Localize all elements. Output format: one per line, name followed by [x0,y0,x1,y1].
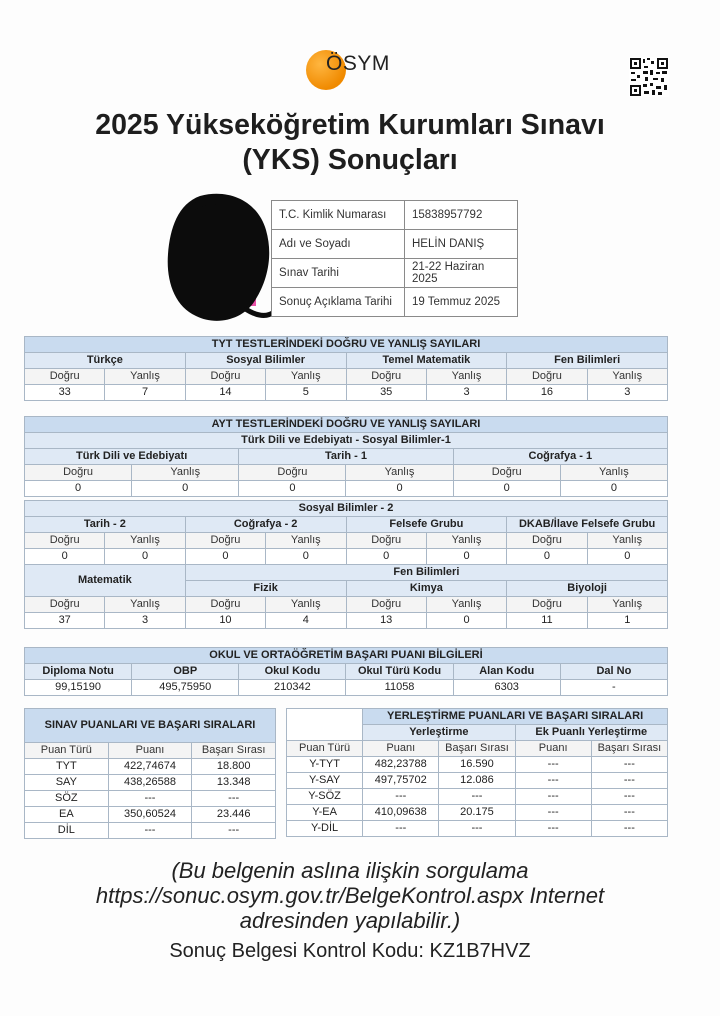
placement-rank: 20.175 [439,805,515,821]
score-header: Puan Türü [25,743,109,759]
wrong-label: Yanlış [560,465,667,481]
extra-score: --- [515,805,591,821]
score-rank: 23.446 [192,807,276,823]
info-row [272,259,518,288]
wrong-count: 0 [346,481,453,497]
extra-rank: --- [591,821,667,837]
school-header: Diploma Notu [25,664,132,680]
school-value: - [560,680,667,696]
placement-title: YERLEŞTİRME PUANLARI VE BAŞARI SIRALARI [363,709,668,725]
extra-rank: --- [591,757,667,773]
verification-note [30,858,670,933]
redacted-photo [160,188,280,328]
wrong-label: Yanlış [105,597,185,613]
note-line-3: adresinden yapılabilir.) [239,908,461,933]
correct-label: Doğru [185,533,265,549]
placement-type: Y-TYT [287,757,363,773]
correct-count: 35 [346,385,426,401]
wrong-count: 0 [426,613,506,629]
info-label: Adı ve Soyadı [272,230,405,259]
table-row [25,823,276,839]
wrong-count: 0 [560,481,667,497]
score-rank: --- [192,823,276,839]
score-value: 438,26588 [108,775,192,791]
wrong-label: Yanlış [426,597,506,613]
extra-rank: --- [591,789,667,805]
info-value: 21-22 Haziran 2025 [405,259,518,288]
placement-type: Y-SAY [287,773,363,789]
score-type: DİL [25,823,109,839]
ayt-table-2 [24,500,668,629]
ayt-group1-title: Türk Dili ve Edebiyatı - Sosyal Bilimler-1 [25,433,668,449]
subject-header: Coğrafya - 1 [453,449,667,465]
school-header: Okul Türü Kodu [346,664,453,680]
table-row [25,791,276,807]
subject-header: Temel Matematik [346,353,507,369]
exam-scores-table [24,708,276,839]
placement-type: Y-EA [287,805,363,821]
score-type: EA [25,807,109,823]
wrong-label: Yanlış [346,465,453,481]
subject-header: Türkçe [25,353,186,369]
title-line-1: 2025 Yükseköğretim Kurumları Sınavı [95,109,605,141]
placement-rank: 12.086 [439,773,515,789]
extra-score: --- [515,773,591,789]
info-row [272,288,518,317]
wrong-count: 3 [587,385,667,401]
ayt-table [24,416,668,497]
correct-label: Doğru [25,465,132,481]
extra-score: --- [515,789,591,805]
wrong-count: 1 [587,613,667,629]
table-row [287,789,668,805]
score-header: Puanı [108,743,192,759]
extra-score: --- [515,821,591,837]
wrong-count: 5 [266,385,346,401]
score-rank: --- [192,791,276,807]
score-header: Başarı Sırası [192,743,276,759]
wrong-count: 4 [266,613,346,629]
wrong-label: Yanlış [587,597,667,613]
correct-label: Doğru [25,369,105,385]
info-row [272,201,518,230]
subject-header: Fen Bilimleri [507,353,668,369]
correct-count: 0 [346,549,426,565]
info-label: Sınav Tarihi [272,259,405,288]
school-header: Okul Kodu [239,664,346,680]
wrong-count: 0 [132,481,239,497]
table-row [25,807,276,823]
wrong-label: Yanlış [587,533,667,549]
info-label: T.C. Kimlik Numarası [272,201,405,230]
school-header: Dal No [560,664,667,680]
table-row [287,821,668,837]
subject-header: Biyoloji [507,581,668,597]
score-type: TYT [25,759,109,775]
score-value: --- [108,791,192,807]
wrong-label: Yanlış [426,533,506,549]
info-label: Sonuç Açıklama Tarihi [272,288,405,317]
tyt-table [24,336,668,401]
wrong-label: Yanlış [266,369,346,385]
ayt-group2-title: Sosyal Bilimler - 2 [25,501,668,517]
info-value: 19 Temmuz 2025 [405,288,518,317]
correct-label: Doğru [453,465,560,481]
wrong-label: Yanlış [266,533,346,549]
correct-label: Doğru [346,533,426,549]
placement-table [286,708,668,837]
correct-label: Doğru [346,369,426,385]
school-header: OBP [132,664,239,680]
correct-count: 0 [25,481,132,497]
wrong-label: Yanlış [266,597,346,613]
wrong-label: Yanlış [587,369,667,385]
school-value: 11058 [346,680,453,696]
osym-logo [306,46,396,92]
school-value: 99,15190 [25,680,132,696]
placement-header: Puan Türü [287,741,363,757]
score-type: SAY [25,775,109,791]
wrong-label: Yanlış [426,369,506,385]
extra-score: --- [515,757,591,773]
wrong-count: 3 [105,613,185,629]
subject-header: Coğrafya - 2 [185,517,346,533]
score-value: --- [108,823,192,839]
page-title [40,108,660,178]
correct-label: Doğru [25,597,105,613]
correct-count: 0 [185,549,265,565]
correct-count: 14 [185,385,265,401]
wrong-label: Yanlış [132,465,239,481]
placement-rank: --- [439,789,515,805]
score-value: 422,74674 [108,759,192,775]
school-value: 210342 [239,680,346,696]
placement-rank: --- [439,821,515,837]
subject-header: Fizik [185,581,346,597]
school-table [24,647,668,696]
subject-header: Kimya [346,581,507,597]
wrong-label: Yanlış [105,369,185,385]
correct-label: Doğru [239,465,346,481]
extra-rank: --- [591,805,667,821]
candidate-info-table [271,200,518,317]
correct-count: 0 [25,549,105,565]
placement-score: --- [363,789,439,805]
subject-header: Felsefe Grubu [346,517,507,533]
table-row [287,773,668,789]
placement-header: Başarı Sırası [591,741,667,757]
placement-score: 482,23788 [363,757,439,773]
science-title: Fen Bilimleri [185,565,667,581]
wrong-count: 0 [587,549,667,565]
note-line-1: (Bu belgenin aslına ilişkin sorgulama [171,858,529,883]
correct-label: Doğru [185,369,265,385]
school-title: OKUL VE ORTAÖĞRETİM BAŞARI PUANI BİLGİLERİ [25,648,668,664]
correct-label: Doğru [507,369,587,385]
correct-count: 0 [453,481,560,497]
exam-scores-title: SINAV PUANLARI VE BAŞARI SIRALARI [25,709,276,743]
score-rank: 13.348 [192,775,276,791]
wrong-count: 3 [426,385,506,401]
score-value: 350,60524 [108,807,192,823]
correct-count: 37 [25,613,105,629]
verification-link[interactable]: https://sonuc.osym.gov.tr/BelgeKontrol.aspx Internet [95,883,605,908]
correct-label: Doğru [185,597,265,613]
score-rank: 18.800 [192,759,276,775]
control-code: Sonuç Belgesi Kontrol Kodu: KZ1B7HVZ [169,940,531,962]
school-value: 495,75950 [132,680,239,696]
placement-group-b: Ek Puanlı Yerleştirme [515,725,667,741]
wrong-count: 7 [105,385,185,401]
correct-label: Doğru [346,597,426,613]
table-row [25,775,276,791]
school-header: Alan Kodu [453,664,560,680]
logo-text: ÖSYM [326,52,390,75]
correct-label: Doğru [507,533,587,549]
subject-header: Türk Dili ve Edebiyatı [25,449,239,465]
info-value: 15838957792 [405,201,518,230]
correct-count: 16 [507,385,587,401]
wrong-label: Yanlış [105,533,185,549]
table-row [287,757,668,773]
subject-header: DKAB/İlave Felsefe Grubu [507,517,668,533]
subject-header-math: Matematik [25,565,186,597]
wrong-count: 0 [266,549,346,565]
correct-count: 33 [25,385,105,401]
placement-type: Y-SÖZ [287,789,363,805]
subject-header: Tarih - 1 [239,449,453,465]
subject-header: Sosyal Bilimler [185,353,346,369]
placement-score: 497,75702 [363,773,439,789]
placement-blank [287,709,363,741]
placement-header: Başarı Sırası [439,741,515,757]
correct-count: 0 [507,549,587,565]
placement-type: Y-DİL [287,821,363,837]
school-value: 6303 [453,680,560,696]
correct-count: 11 [507,613,587,629]
subject-header: Tarih - 2 [25,517,186,533]
extra-rank: --- [591,773,667,789]
table-row [287,805,668,821]
info-row [272,230,518,259]
correct-count: 10 [185,613,265,629]
correct-label: Doğru [25,533,105,549]
placement-group-a: Yerleştirme [363,725,515,741]
wrong-count: 0 [105,549,185,565]
placement-rank: 16.590 [439,757,515,773]
score-type: SÖZ [25,791,109,807]
wrong-count: 0 [426,549,506,565]
title-line-2: (YKS) Sonuçları [242,144,458,176]
placement-score: --- [363,821,439,837]
ayt-title: AYT TESTLERİNDEKİ DOĞRU VE YANLIŞ SAYILARI [25,417,668,433]
tyt-title: TYT TESTLERİNDEKİ DOĞRU VE YANLIŞ SAYILARI [25,337,668,353]
placement-header: Puanı [515,741,591,757]
qr-code-icon [629,57,669,97]
correct-count: 0 [239,481,346,497]
correct-label: Doğru [507,597,587,613]
placement-header: Puanı [363,741,439,757]
table-row [25,759,276,775]
info-value: HELİN DANIŞ [405,230,518,259]
correct-count: 13 [346,613,426,629]
placement-score: 410,09638 [363,805,439,821]
